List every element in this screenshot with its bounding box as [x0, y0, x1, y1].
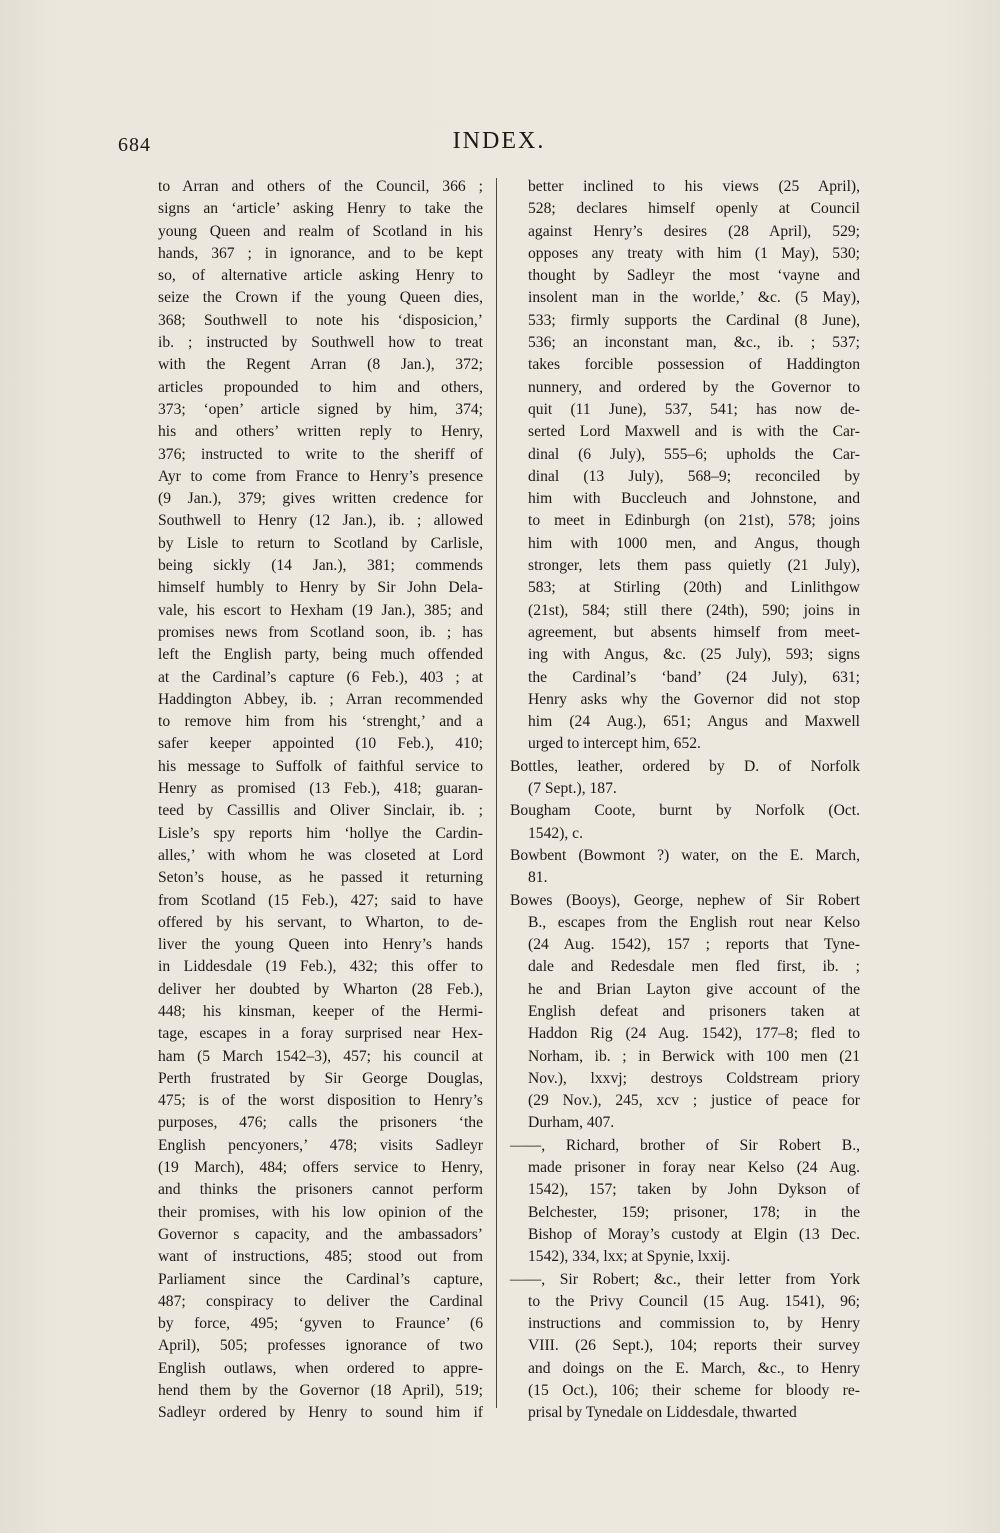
text-line: insolent man in the worlde,’ &c. (5 May),	[528, 289, 860, 307]
text-line: want of instructions, 485; stood out from	[158, 1248, 483, 1266]
text-line: ib. ; instructed by Southwell how to treat	[158, 334, 483, 352]
text-line: Norham, ib. ; in Berwick with 100 men (21	[528, 1047, 860, 1065]
text-line: Perth frustrated by Sir George Douglas,	[158, 1069, 483, 1087]
text-line: being sickly (14 Jan.), 381; commends	[158, 557, 483, 575]
text-line: 1542), 157; taken by John Dykson of	[528, 1181, 860, 1199]
text-line: by force, 495; ‘gyven to Fraunce’ (6	[158, 1315, 483, 1333]
page-header	[118, 128, 880, 162]
text-line: (24 Aug. 1542), 157 ; reports that Tyne-	[528, 936, 860, 954]
text-line: Haddington Abbey, ib. ; Arran recommended	[158, 690, 483, 708]
text-line: their promises, with his low opinion of the	[158, 1203, 483, 1221]
text-line: nunnery, and ordered by the Governor to	[528, 378, 860, 396]
text-line: (21st), 584; still there (24th), 590; joins in	[528, 601, 860, 619]
text-line: better inclined to his views (25 April),	[528, 178, 860, 195]
text-line: Bottles, leather, ordered by D. of Norfolk	[510, 757, 860, 775]
text-line: 1542), c.	[528, 824, 583, 842]
text-line: and thinks the prisoners cannot perform	[158, 1181, 483, 1199]
text-line: articles propounded to him and others,	[158, 378, 483, 396]
text-line: from Scotland (15 Feb.), 427; said to have	[158, 891, 483, 909]
text-line: teed by Cassillis and Oliver Sinclair, ib. ;	[158, 802, 483, 820]
text-line: deliver her doubted by Wharton (28 Feb.),	[158, 980, 483, 998]
text-line: purposes, 476; calls the prisoners ‘the	[158, 1114, 483, 1132]
text-line: 487; conspiracy to deliver the Cardinal	[158, 1292, 483, 1310]
text-line: prisal by Tynedale on Liddesdale, thwarted	[528, 1404, 797, 1422]
text-line: Parliament since the Cardinal’s capture,	[158, 1270, 483, 1288]
text-line: against Henry’s desires (28 April), 529;	[528, 222, 860, 240]
page-number: 684	[118, 134, 151, 156]
text-line: ham (5 March 1542–3), 457; his council at	[158, 1047, 483, 1065]
text-line: vale, his escort to Hexham (19 Jan.), 385; and	[158, 601, 483, 619]
text-line: English pencyoners,’ 478; visits Sadleyr	[158, 1136, 483, 1154]
text-line: him with Buccleuch and Johnstone, and	[528, 490, 860, 508]
text-line: Belchester, 159; prisoner, 178; in the	[528, 1203, 860, 1221]
text-line: (15 Oct.), 106; their scheme for bloody re-	[528, 1382, 860, 1400]
text-line: instructions and commission to, by Henry	[528, 1315, 860, 1333]
text-line: Bougham Coote, burnt by Norfolk (Oct.	[510, 802, 860, 820]
text-line: 81.	[528, 869, 548, 887]
text-line: English outlaws, when ordered to appre-	[158, 1359, 483, 1377]
text-line: signs an ‘article’ asking Henry to take the	[158, 200, 483, 218]
text-line: to Arran and others of the Council, 366 ;	[158, 178, 483, 195]
text-line: dale and Redesdale men fled first, ib. ;	[528, 958, 860, 976]
text-line: Seton’s house, as he passed it returning	[158, 869, 483, 887]
text-line: 1542), 334, lxx; at Spynie, lxxij.	[528, 1248, 731, 1266]
text-line: Governor s capacity, and the ambassadors’	[158, 1225, 483, 1243]
text-line: his message to Suffolk of faithful service to	[158, 757, 483, 775]
text-line: ——, Sir Robert; &c., their letter from York	[510, 1270, 860, 1288]
text-line: stronger, lets them pass quietly (21 July),	[528, 557, 860, 575]
text-line: him with 1000 men, and Angus, though	[528, 534, 860, 552]
text-line: and doings on the E. March, &c., to Henry	[528, 1359, 860, 1377]
text-line: Durham, 407.	[528, 1114, 615, 1132]
text-line: (9 Jan.), 379; gives written credence for	[158, 490, 483, 508]
text-line: B., escapes from the English rout near Kelso	[528, 913, 860, 931]
text-line: dinal (13 July), 568–9; reconciled by	[528, 467, 860, 485]
text-line: liver the young Queen into Henry’s hands	[158, 936, 483, 954]
text-line: alles,’ with whom he was closeted at Lord	[158, 846, 483, 864]
text-line: agreement, but absents himself from meet-	[528, 623, 860, 641]
text-line: (29 Nov.), 245, xcv ; justice of peace for	[528, 1092, 860, 1110]
text-line: Bowes (Booys), George, nephew of Sir Robert	[510, 891, 860, 909]
text-line: Ayr to come from France to Henry’s presence	[158, 467, 483, 485]
text-line: hands, 367 ; in ignorance, and to be kept	[158, 244, 483, 262]
text-line: serted Lord Maxwell and is with the Car-	[528, 423, 860, 441]
text-line: he and Brian Layton give account of the	[528, 980, 860, 998]
left-column	[140, 176, 483, 1425]
text-line: thought by Sadleyr the most ‘vayne and	[528, 267, 860, 285]
text-line: urged to intercept him, 652.	[528, 735, 701, 753]
text-line: with the Regent Arran (8 Jan.), 372;	[158, 356, 483, 374]
text-line: 528; declares himself openly at Council	[528, 200, 860, 218]
text-line: safer keeper appointed (10 Feb.), 410;	[158, 735, 483, 753]
text-line: VIII. (26 Sept.), 104; reports their survey	[528, 1337, 860, 1355]
text-line: (7 Sept.), 187.	[528, 780, 617, 798]
text-line: offered by his servant, to Wharton, to de-	[158, 913, 483, 931]
text-line: 583; at Stirling (20th) and Linlithgow	[528, 579, 860, 597]
text-line: himself humbly to Henry by Sir John Dela-	[158, 579, 483, 597]
text-line: 368; Southwell to note his ‘disposicion,’	[158, 311, 483, 329]
text-line: 475; is of the worst disposition to Henry’s	[158, 1092, 483, 1110]
text-line: so, of alternative article asking Henry to	[158, 267, 483, 285]
text-line: 373; ‘open’ article signed by him, 374;	[158, 400, 483, 418]
text-line: him (24 Aug.), 651; Angus and Maxwell	[528, 713, 860, 731]
text-line: English defeat and prisoners taken at	[528, 1002, 860, 1020]
text-line: to the Privy Council (15 Aug. 1541), 96;	[528, 1292, 860, 1310]
text-line: dinal (6 July), 555–6; upholds the Car-	[528, 445, 860, 463]
text-line: by Lisle to return to Scotland by Carlisle,	[158, 534, 483, 552]
text-line: Southwell to Henry (12 Jan.), ib. ; allowed	[158, 512, 483, 530]
text-line: at the Cardinal’s capture (6 Feb.), 403 ; at	[158, 668, 483, 686]
text-line: April), 505; professes ignorance of two	[158, 1337, 483, 1355]
text-line: to meet in Edinburgh (on 21st), 578; joins	[528, 512, 860, 530]
text-line: to remove him from his ‘strenght,’ and a	[158, 713, 483, 731]
text-line: tage, escapes in a foray surprised near Hex-	[158, 1025, 483, 1043]
text-line: Nov.), lxxvj; destroys Coldstream priory	[528, 1069, 860, 1087]
text-line: Henry asks why the Governor did not stop	[528, 690, 860, 708]
column-divider	[496, 178, 497, 1408]
text-line: in Liddesdale (19 Feb.), 432; this offer to	[158, 958, 483, 976]
text-line: Henry as promised (13 Feb.), 418; guaran-	[158, 780, 483, 798]
text-line: (19 March), 484; offers service to Henry,	[158, 1159, 483, 1177]
text-line: his and others’ written reply to Henry,	[158, 423, 483, 441]
text-line: the Cardinal’s ‘band’ (24 July), 631;	[528, 668, 860, 686]
page-title: INDEX.	[452, 128, 546, 154]
text-line: quit (11 June), 537, 541; has now de-	[528, 400, 860, 418]
text-line: left the English party, being much offended	[158, 646, 483, 664]
text-line: Sadleyr ordered by Henry to sound him if	[158, 1404, 483, 1422]
text-line: seize the Crown if the young Queen dies,	[158, 289, 483, 307]
text-line: Bishop of Moray’s custody at Elgin (13 Dec.	[528, 1225, 860, 1243]
text-line: made prisoner in foray near Kelso (24 Aug.	[528, 1159, 860, 1177]
text-line: ing with Angus, &c. (25 July), 593; signs	[528, 646, 860, 664]
text-line: opposes any treaty with him (1 May), 530;	[528, 244, 860, 262]
text-line: 448; his kinsman, keeper of the Hermi-	[158, 1002, 483, 1020]
text-line: takes forcible possession of Haddington	[528, 356, 860, 374]
text-line: 376; instructed to write to the sheriff of	[158, 445, 483, 463]
right-column	[510, 176, 860, 1425]
text-line: Bowbent (Bowmont ?) water, on the E. March,	[510, 846, 860, 864]
text-line: young Queen and realm of Scotland in his	[158, 222, 483, 240]
text-line: Haddon Rig (24 Aug. 1542), 177–8; fled to	[528, 1025, 860, 1043]
text-line: promises news from Scotland soon, ib. ; has	[158, 623, 483, 641]
text-line: 536; an inconstant man, &c., ib. ; 537;	[528, 334, 860, 352]
text-line: hend them by the Governor (18 April), 519;	[158, 1382, 483, 1400]
text-line: Lisle’s spy reports him ‘hollye the Cardin-	[158, 824, 483, 842]
text-line: ——, Richard, brother of Sir Robert B.,	[510, 1136, 860, 1154]
text-line: 533; firmly supports the Cardinal (8 June),	[528, 311, 860, 329]
